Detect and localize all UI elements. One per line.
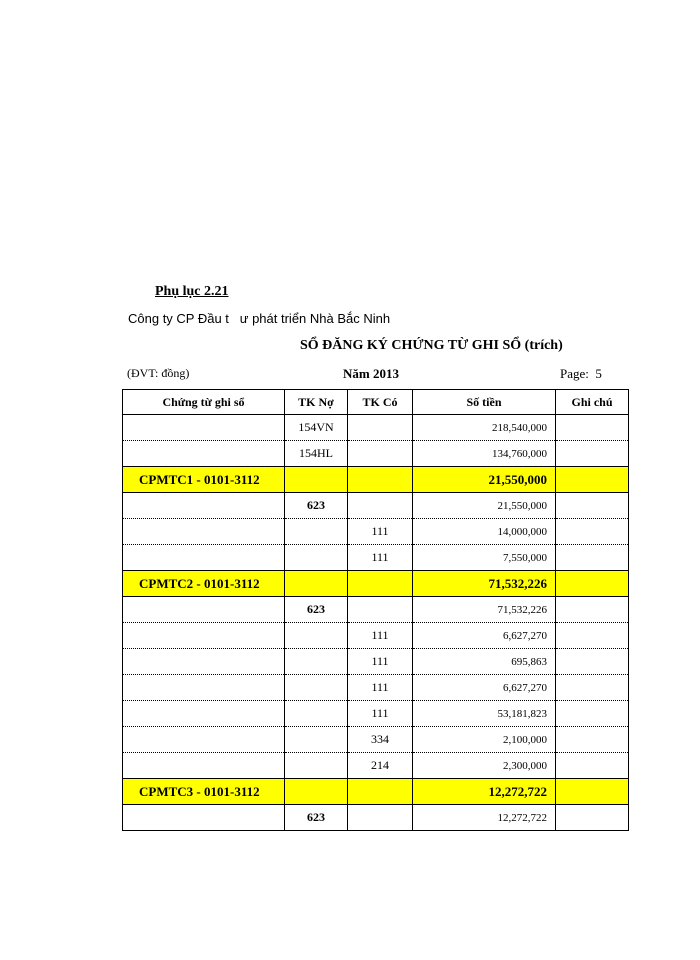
cell-note bbox=[556, 519, 629, 545]
cell-debit-account: 154VN bbox=[285, 415, 348, 441]
cell-credit-account bbox=[348, 415, 413, 441]
cell-amount: 2,100,000 bbox=[413, 727, 556, 753]
cell-voucher: CPMTC1 - 0101-3112 bbox=[123, 467, 285, 493]
cell-debit-account: 154HL bbox=[285, 441, 348, 467]
table-header-row bbox=[123, 390, 629, 415]
cell-credit-account: 111 bbox=[348, 519, 413, 545]
cell-voucher bbox=[123, 597, 285, 623]
cell-credit-account bbox=[348, 805, 413, 831]
cell-credit-account bbox=[348, 493, 413, 519]
cell-credit-account: 111 bbox=[348, 649, 413, 675]
cell-debit-account bbox=[285, 779, 348, 805]
cell-amount: 21,550,000 bbox=[413, 467, 556, 493]
cell-note bbox=[556, 675, 629, 701]
year-label: Năm 2013 bbox=[343, 366, 399, 381]
cell-voucher: CPMTC3 - 0101-3112 bbox=[123, 779, 285, 805]
cell-amount: 7,550,000 bbox=[413, 545, 556, 571]
cell-credit-account bbox=[348, 779, 413, 805]
cell-debit-account bbox=[285, 753, 348, 779]
cell-amount: 6,627,270 bbox=[413, 623, 556, 649]
cell-note bbox=[556, 571, 629, 597]
cell-note bbox=[556, 701, 629, 727]
cell-debit-account bbox=[285, 467, 348, 493]
cell-credit-account bbox=[348, 597, 413, 623]
cell-credit-account: 214 bbox=[348, 753, 413, 779]
cell-credit-account: 111 bbox=[348, 701, 413, 727]
column-header-debit: TK Nợ bbox=[285, 390, 348, 415]
cell-note bbox=[556, 415, 629, 441]
cell-debit-account bbox=[285, 545, 348, 571]
cell-debit-account: 623 bbox=[285, 805, 348, 831]
cell-voucher bbox=[123, 753, 285, 779]
table-row bbox=[123, 805, 629, 831]
cell-credit-account: 111 bbox=[348, 623, 413, 649]
table-row bbox=[123, 701, 629, 727]
column-header-amount: Số tiền bbox=[413, 390, 556, 415]
cell-amount: 14,000,000 bbox=[413, 519, 556, 545]
cell-voucher: CPMTC2 - 0101-3112 bbox=[123, 571, 285, 597]
table-row bbox=[123, 597, 629, 623]
table-row bbox=[123, 623, 629, 649]
table-row bbox=[123, 415, 629, 441]
cell-amount: 71,532,226 bbox=[413, 571, 556, 597]
cell-voucher bbox=[123, 805, 285, 831]
cell-credit-account: 111 bbox=[348, 545, 413, 571]
cell-voucher bbox=[123, 701, 285, 727]
cell-debit-account bbox=[285, 649, 348, 675]
cell-amount: 218,540,000 bbox=[413, 415, 556, 441]
cell-credit-account: 111 bbox=[348, 675, 413, 701]
table-row bbox=[123, 545, 629, 571]
ledger-title: SỔ ĐĂNG KÝ CHỨNG TỪ GHI SỔ (trích) bbox=[300, 338, 563, 353]
cell-note bbox=[556, 597, 629, 623]
cell-note bbox=[556, 753, 629, 779]
cell-debit-account: 623 bbox=[285, 493, 348, 519]
table-row bbox=[123, 727, 629, 753]
cell-debit-account: 623 bbox=[285, 597, 348, 623]
company-name: Công ty CP Đầu t ư phát triển Nhà Bắc Ninh bbox=[128, 311, 391, 326]
cell-amount: 12,272,722 bbox=[413, 779, 556, 805]
cell-debit-account bbox=[285, 519, 348, 545]
cell-note bbox=[556, 493, 629, 519]
cell-note bbox=[556, 649, 629, 675]
cell-debit-account bbox=[285, 701, 348, 727]
cell-voucher bbox=[123, 519, 285, 545]
voucher-summary-row bbox=[123, 571, 629, 597]
cell-amount: 2,300,000 bbox=[413, 753, 556, 779]
cell-voucher bbox=[123, 441, 285, 467]
cell-voucher bbox=[123, 545, 285, 571]
cell-amount: 71,532,226 bbox=[413, 597, 556, 623]
cell-debit-account bbox=[285, 675, 348, 701]
cell-debit-account bbox=[285, 571, 348, 597]
cell-note bbox=[556, 441, 629, 467]
voucher-summary-row bbox=[123, 779, 629, 805]
column-header-credit: TK Có bbox=[348, 390, 413, 415]
cell-credit-account: 334 bbox=[348, 727, 413, 753]
table-row bbox=[123, 675, 629, 701]
cell-amount: 12,272,722 bbox=[413, 805, 556, 831]
cell-voucher bbox=[123, 675, 285, 701]
cell-credit-account bbox=[348, 441, 413, 467]
cell-credit-account bbox=[348, 571, 413, 597]
cell-voucher bbox=[123, 727, 285, 753]
cell-voucher bbox=[123, 493, 285, 519]
table-row bbox=[123, 493, 629, 519]
cell-voucher bbox=[123, 649, 285, 675]
voucher-summary-row bbox=[123, 467, 629, 493]
cell-note bbox=[556, 727, 629, 753]
cell-debit-account bbox=[285, 727, 348, 753]
cell-voucher bbox=[123, 415, 285, 441]
cell-amount: 695,863 bbox=[413, 649, 556, 675]
column-header-note: Ghi chú bbox=[556, 390, 629, 415]
appendix-title: Phụ lục 2.21 bbox=[155, 284, 229, 299]
table-row bbox=[123, 753, 629, 779]
voucher-register-table bbox=[122, 389, 629, 831]
cell-amount: 134,760,000 bbox=[413, 441, 556, 467]
unit-label: (ĐVT: đồng) bbox=[127, 366, 190, 380]
cell-debit-account bbox=[285, 623, 348, 649]
table-row bbox=[123, 441, 629, 467]
cell-amount: 53,181,823 bbox=[413, 701, 556, 727]
cell-amount: 21,550,000 bbox=[413, 493, 556, 519]
page-label: Page: 5 bbox=[560, 366, 602, 381]
cell-voucher bbox=[123, 623, 285, 649]
table-row bbox=[123, 649, 629, 675]
cell-credit-account bbox=[348, 467, 413, 493]
cell-amount: 6,627,270 bbox=[413, 675, 556, 701]
table-row bbox=[123, 519, 629, 545]
cell-note bbox=[556, 467, 629, 493]
column-header-voucher: Chứng từ ghi sổ bbox=[123, 390, 285, 415]
cell-note bbox=[556, 805, 629, 831]
cell-note bbox=[556, 623, 629, 649]
table-body bbox=[123, 415, 629, 831]
cell-note bbox=[556, 779, 629, 805]
cell-note bbox=[556, 545, 629, 571]
